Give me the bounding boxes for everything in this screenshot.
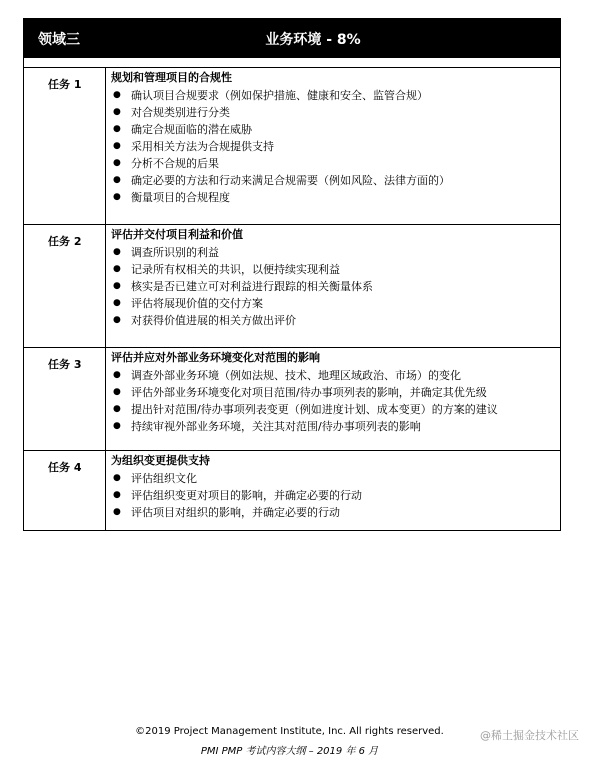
list-item: [111, 295, 554, 312]
task-row-4: [24, 451, 560, 531]
bullet-icon: ●: [113, 141, 121, 151]
task-row-1: [24, 68, 560, 225]
task-bullet-list: [111, 87, 554, 206]
list-item: [111, 487, 554, 504]
bullet-icon: ●: [113, 107, 121, 117]
list-item-text: 确定合规面临的潜在威胁: [131, 123, 252, 136]
task-title: 规划和管理项目的合规性: [111, 71, 232, 84]
bullet-icon: ●: [113, 90, 121, 100]
list-item-text: 确定必要的方法和行动来满足合规需要（例如风险、法律方面的）: [131, 174, 450, 187]
watermark: @稀土掘金技术社区: [480, 729, 579, 742]
domain-label: 领域三: [38, 31, 80, 48]
task-title: 为组织变更提供支持: [111, 454, 210, 467]
bullet-icon: ●: [113, 124, 121, 134]
list-item-text: 对合规类别进行分类: [131, 106, 230, 119]
bullet-icon: ●: [113, 421, 121, 431]
spacer-row: [24, 58, 560, 68]
list-item: [111, 384, 554, 401]
footer-copyright: ©2019 Project Management Institute, Inc. All rights reserved.: [135, 726, 444, 737]
bullet-icon: ●: [113, 175, 121, 185]
list-item-text: 分析不合规的后果: [131, 157, 219, 170]
list-item: [111, 189, 554, 206]
list-item-text: 评估项目对组织的影响，并确定必要的行动: [131, 506, 340, 519]
bullet-icon: ●: [113, 473, 121, 483]
bullet-icon: ●: [113, 315, 121, 325]
bullet-icon: ●: [113, 507, 121, 517]
bullet-icon: ●: [113, 387, 121, 397]
list-item: [111, 367, 554, 384]
list-item-text: 衡量项目的合规程度: [131, 191, 230, 204]
task-content: [106, 451, 560, 531]
list-item-text: 评估组织文化: [131, 472, 197, 485]
task-row-2: [24, 225, 560, 348]
list-item: [111, 244, 554, 261]
list-item: [111, 261, 554, 278]
list-item: [111, 138, 554, 155]
list-item: [111, 155, 554, 172]
task-content: [106, 68, 560, 224]
bullet-icon: ●: [113, 281, 121, 291]
task-label: 任务 4: [24, 451, 106, 531]
list-item: [111, 312, 554, 329]
domain-title: 业务环境 - 8%: [265, 31, 361, 48]
list-item-text: 确认项目合规要求（例如保护措施、健康和安全、监管合规）: [131, 89, 428, 102]
task-label: 任务 1: [24, 68, 106, 224]
list-item-text: 对获得价值进展的相关方做出评价: [131, 314, 296, 327]
bullet-icon: ●: [113, 264, 121, 274]
table-header: [24, 19, 560, 58]
bullet-icon: ●: [113, 298, 121, 308]
task-content: [106, 225, 560, 347]
list-item-text: 调查所识别的利益: [131, 246, 219, 259]
list-item-text: 提出针对范围/待办事项列表变更（例如进度计划、成本变更）的方案的建议: [131, 403, 498, 416]
list-item: [111, 278, 554, 295]
bullet-icon: ●: [113, 490, 121, 500]
task-bullet-list: [111, 367, 554, 435]
bullet-icon: ●: [113, 192, 121, 202]
task-label: 任务 3: [24, 348, 106, 450]
list-item-text: 采用相关方法为合规提供支持: [131, 140, 274, 153]
bullet-icon: ●: [113, 404, 121, 414]
task-bullet-list: [111, 244, 554, 329]
task-label: 任务 2: [24, 225, 106, 347]
list-item-text: 评估外部业务环境变化对项目范围/待办事项列表的影响，并确定其优先级: [131, 386, 487, 399]
list-item: [111, 418, 554, 435]
list-item: [111, 104, 554, 121]
footer-outline-title: PMI PMP 考试内容大纲 – 2019 年 6 月: [200, 746, 379, 757]
bullet-icon: ●: [113, 370, 121, 380]
list-item-text: 持续审视外部业务环境，关注其对范围/待办事项列表的影响: [131, 420, 421, 433]
list-item: [111, 121, 554, 138]
task-title: 评估并应对外部业务环境变化对范围的影响: [111, 351, 320, 364]
bullet-icon: ●: [113, 247, 121, 257]
task-bullet-list: [111, 470, 554, 521]
list-item-text: 调查外部业务环境（例如法规、技术、地理区域政治、市场）的变化: [131, 369, 461, 382]
list-item: [111, 470, 554, 487]
list-item-text: 评估组织变更对项目的影响，并确定必要的行动: [131, 489, 362, 502]
bullet-icon: ●: [113, 158, 121, 168]
task-content: [106, 348, 560, 450]
list-item-text: 评估将展现价值的交付方案: [131, 297, 263, 310]
list-item-text: 核实是否已建立可对利益进行跟踪的相关衡量体系: [131, 280, 373, 293]
list-item: [111, 504, 554, 521]
domain-table: [23, 18, 561, 531]
task-title: 评估并交付项目利益和价值: [111, 228, 243, 241]
list-item: [111, 87, 554, 104]
list-item: [111, 172, 554, 189]
list-item-text: 记录所有权相关的共识，以便持续实现利益: [131, 263, 340, 276]
task-row-3: [24, 348, 560, 451]
list-item: [111, 401, 554, 418]
